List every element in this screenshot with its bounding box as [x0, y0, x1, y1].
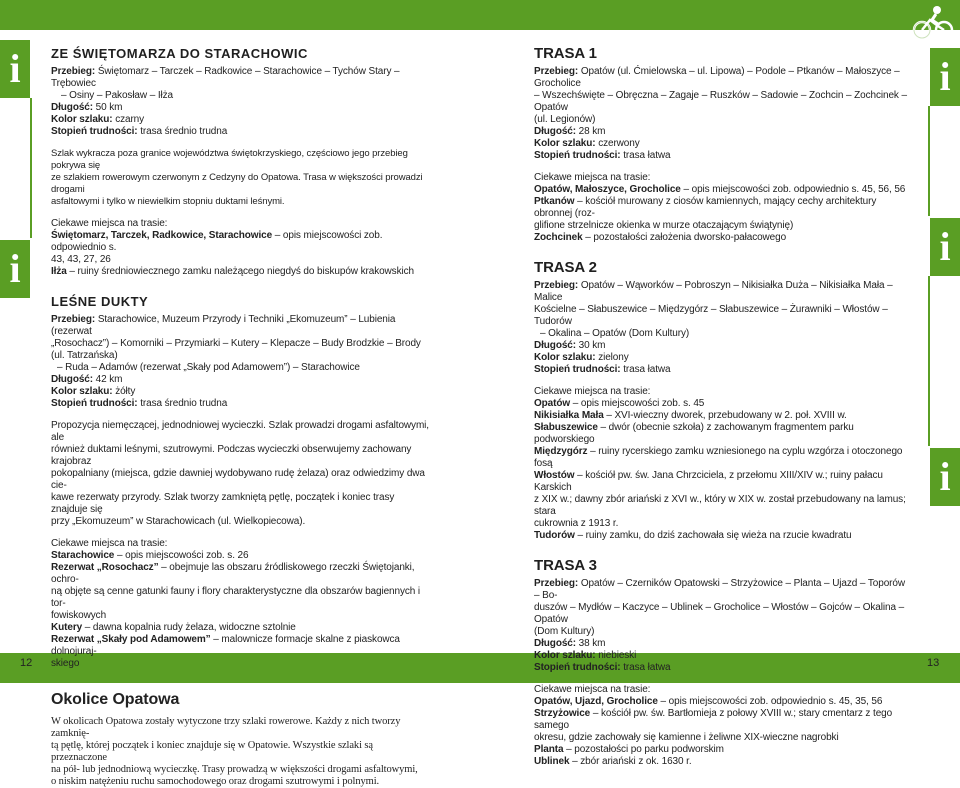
bicycle-icon: [910, 2, 955, 42]
info-icon: i: [930, 218, 960, 276]
section-title: Okolice Opatowa: [51, 691, 180, 708]
info-icon: i: [930, 48, 960, 106]
separator-line: [30, 98, 32, 238]
info-icon: i: [0, 240, 30, 298]
right-page-content: TRASA 1 Przebieg: Opatów (ul. Ćmielowska – ul. Lipowa) – Podole – Ptkanów – Małoszyce – Grocholice – Wszechświęte – Obręczna – Zagaje – Ruszków – Sadowie – Zochcin – Zochcinek – Opatów (ul. Legionów) Długość: 28 km Kolor szlaku: czerwony Stopień trudności: trasa łatwa Ciekawe miejsca na trasie: Opatów, Małoszyce, Grocholice – opis miejscowości zob. odpowiednio s. 45, 56, 56 Ptkanów – kościół murowany z ciosów kamiennych, mający cechy architektury obronnej (roz- glifione strzelnicze okienka w murze otaczającym świątynię) Zochcinek – pozostałości założenia dworsko-pałacowego TRASA 2 Przebieg: Opatów – Wąworków – Pobroszyn – Nikisiałka Duża – Nikisiałka Mała – Malice Kościelne – Słabuszewice – Międzygórz – Słabuszewice – Żurawniki – Włostów – Tudorów – Okalina – Opatów (Dom Kultury) Długość: 30 km Kolor szlaku: zielony Stopień trudności: trasa łatwa Ciekawe miejsca na trasie: Opatów – opis miejscowości zob. s. 45 Nikisiałka Mała – XVI-wieczny dworek, przebudowany w 2. poł. XVIII w. Słabuszewice – dwór (obecnie szkoła) z zachowanym fragmentem parku podworskiego Międzygórz – ruiny rycerskiego zamku wzniesionego na cyplu wzgórza i otoczonego fosą Włostów – kościół pw. św. Jana Chrzciciela, z przełomu XIII/XIV w.; ruiny pałacu Karskich z XIX w.; dawny zbór ariański z XVI w., który w XIX w. został przebudowany na lamus; stara cukrownia z 1913 r. Tudorów – ruiny zamku, do dziś zachowała się wieża na rzucie kwadratu TRASA 3 Przebieg: Opatów – Czerników Opatowski – Strzyżowice – Planta – Ujazd – Toporów – Bo- duszów – Mydłów – Kaczyce – Ublinek – Grocholice – Włostów – Gojców – Okalina – Opatów (Dom Kultury) Długość: 38 km Kolor szlaku: niebieski Stopień trudności: trasa łatwa Ciekawe miejsca na trasie: Opatów, Ujazd, Grocholice – opis miejscowości zob. odpowiednio s. 45, 35, 56 Strzyżowice – kościół pw. św. Bartłomieja z połowy XVIII w.; stary cmentarz z tego samego okresu, gdzie zachowały się kamienne i żeliwne XIX-wieczne nagrobki Planta – pozostałości po parku podworskim Ublinek – zbór ariański z ok. 1630 r.: [534, 48, 910, 768]
top-green-bar: [0, 0, 960, 30]
info-icon: i: [930, 448, 960, 506]
separator-line: [928, 106, 930, 216]
route-title: LEŚNE DUKTY: [51, 294, 149, 309]
page-number-right: 13: [927, 657, 940, 669]
route-title: TRASA 2: [534, 259, 597, 276]
separator-line: [928, 276, 930, 446]
info-icon: i: [0, 40, 30, 98]
route-title: ZE ŚWIĘTOMARZA DO STARACHOWIC: [51, 46, 308, 61]
route-title: TRASA 1: [534, 45, 597, 62]
left-page-content: ZE ŚWIĘTOMARZA DO STARACHOWIC Przebieg: Świętomarz – Tarczek – Radkowice – Starachowice – Tychów Stary – Trębowiec – Osiny – Pakosław – Iłża Długość: 50 km Kolor szlaku: czarny Stopień trudności: trasa średnio trudna Szlak wykracza poza granice województwa świętokrzyskiego, częściowo jego przebieg pokrywa się ze szlakiem rowerowym czerwonym z Cedzyny do Opatowa. Trasa w większości prowadzi drogami asfaltowymi i tylko w niewielkim stopniu duktami leśnymi. Ciekawe miejsca na trasie: Świętomarz, Tarczek, Radkowice, Starachowice – opis miejscowości zob. odpowiednio s. 43, 43, 27, 26 Iłża – ruiny średniowiecznego zamku należącego niegdyś do biskupów krakowskich LEŚNE DUKTY Przebieg: Starachowice, Muzeum Przyrody i Techniki „Ekomuzeum” – Lubienia (rezerwat „Rosochacz”) – Komorniki – Przymiarki – Kutery – Klepacze – Budy Brodzkie – Brody (ul. Tatrzańska) – Ruda – Adamów (rezerwat „Skały pod Adamowem”) – Starachowice Długość: 42 km Kolor szlaku: żółty Stopień trudności: trasa średnio trudna Propozycja niemęczącej, jednodniowej wycieczki. Szlak prowadzi drogami asfaltowymi, ale również duktami leśnymi, szutrowymi. Podczas wycieczki obserwujemy zachowany krajobraz pokopalniany (miejsca, gdzie dawniej wydobywano rudę żelaza) oraz odwiedzimy dwa cie- kawe rezerwaty przyrody. Szlak tworzy zamkniętą pętlę, początek i koniec trasy znajduje się przy „Ekomuzeum” w Starachowicach (ul. Wielkopiecowa). Ciekawe miejsca na trasie: Starachowice – opis miejscowości zob. s. 26 Rezerwat „Rosochacz” – obejmuje las obszaru źródliskowego rzeczki Świętojanki, ochro- ną objęte są cenne gatunki fauny i flory charakterystyczne dla obszarów bagiennych i tor- fowiskowych Kutery – dawna kopalnia rudy żelaza, widoczne sztolnie Rezerwat „Skały pod Adamowem” – malownicze formacje skalne z piaskowca dolnojuraj- skiego Okolice Opatowa W okolicach Opatowa zostały wytyczone trzy szlaki rowerowe. Każdy z nich tworzy zamknię- tą pętlę, której początek i koniec znajduje się w Opatowie. Wszystkie szlaki są przeznaczone na pół- lub jednodniową wycieczkę. Trasy prowadzą w większości drogami asfaltowymi, o niskim natężeniu ruchu samochodowego oraz drogami szutrowymi i polnymi.: [51, 48, 431, 788]
route-title: TRASA 3: [534, 557, 597, 574]
page-number-left: 12: [20, 657, 33, 669]
